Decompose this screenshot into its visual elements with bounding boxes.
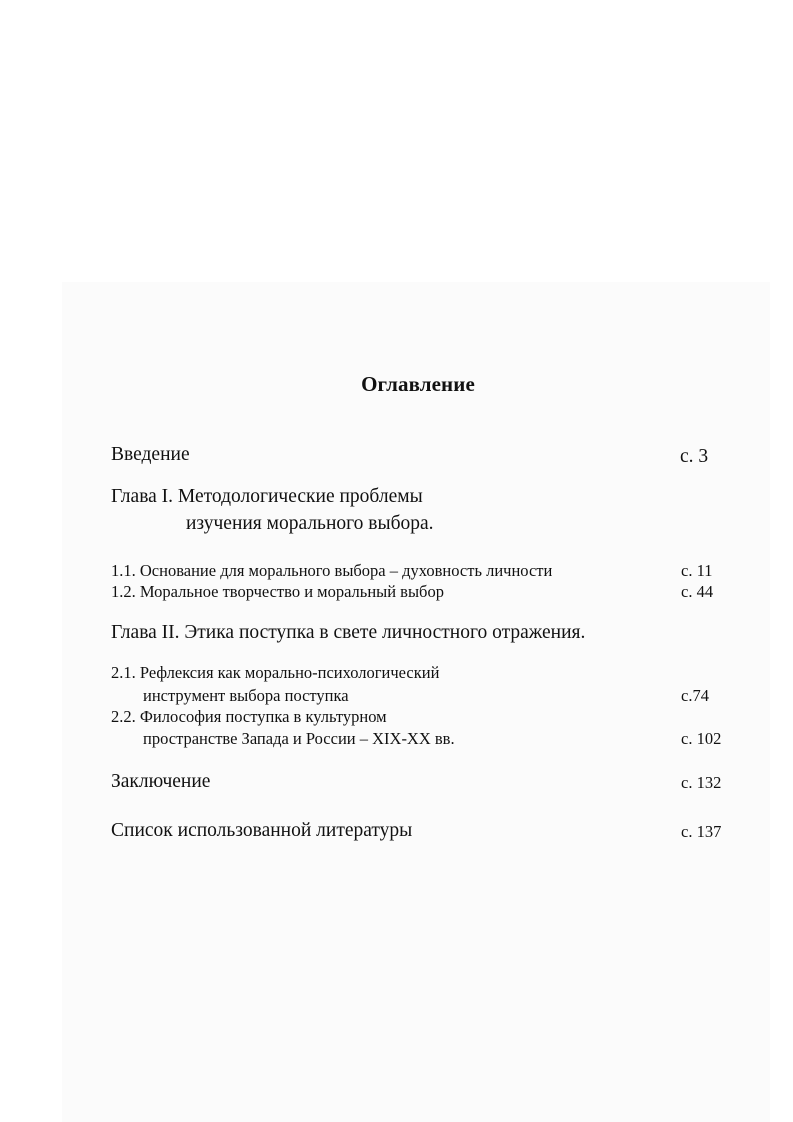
toc-section-1-1-label: 1.1. Основание для морального выбора – духовность личности	[111, 561, 553, 580]
toc-chapter1-subtitle: изучения морального выбора.	[186, 513, 434, 534]
toc-section-1-2-label: 1.2. Моральное творчество и моральный выбор	[111, 582, 444, 601]
toc-bibliography-label: Список использованной литературы	[111, 820, 413, 841]
toc-section-2-1-label-line2: инструмент выбора поступка	[143, 686, 349, 705]
toc-section-2-2-label-line2: пространстве Запада и России – XIX-XX вв.	[143, 729, 455, 748]
toc-section-2-1-page: с.74	[681, 686, 709, 705]
toc-section-1-1-page: с. 11	[681, 561, 713, 580]
toc-intro-label: Введение	[111, 444, 190, 465]
toc-conclusion-label: Заключение	[111, 771, 211, 792]
toc-title: Оглавление	[361, 372, 475, 396]
toc-bibliography-page: с. 137	[681, 822, 722, 841]
toc-intro-page: с. 3	[680, 446, 709, 467]
toc-chapter2-title: Глава II. Этика поступка в свете личностного отражения.	[111, 622, 586, 643]
toc-chapter1-title: Глава I. Методологические проблемы	[111, 486, 423, 507]
toc-section-1-2-page: с. 44	[681, 582, 714, 601]
toc-conclusion-page: с. 132	[681, 773, 722, 792]
toc-section-2-1-label-line1: 2.1. Рефлексия как морально-психологический	[111, 663, 440, 682]
toc-section-2-2-page: с. 102	[681, 729, 722, 748]
toc-section-2-2-label-line1: 2.2. Философия поступка в культурном	[111, 707, 387, 726]
